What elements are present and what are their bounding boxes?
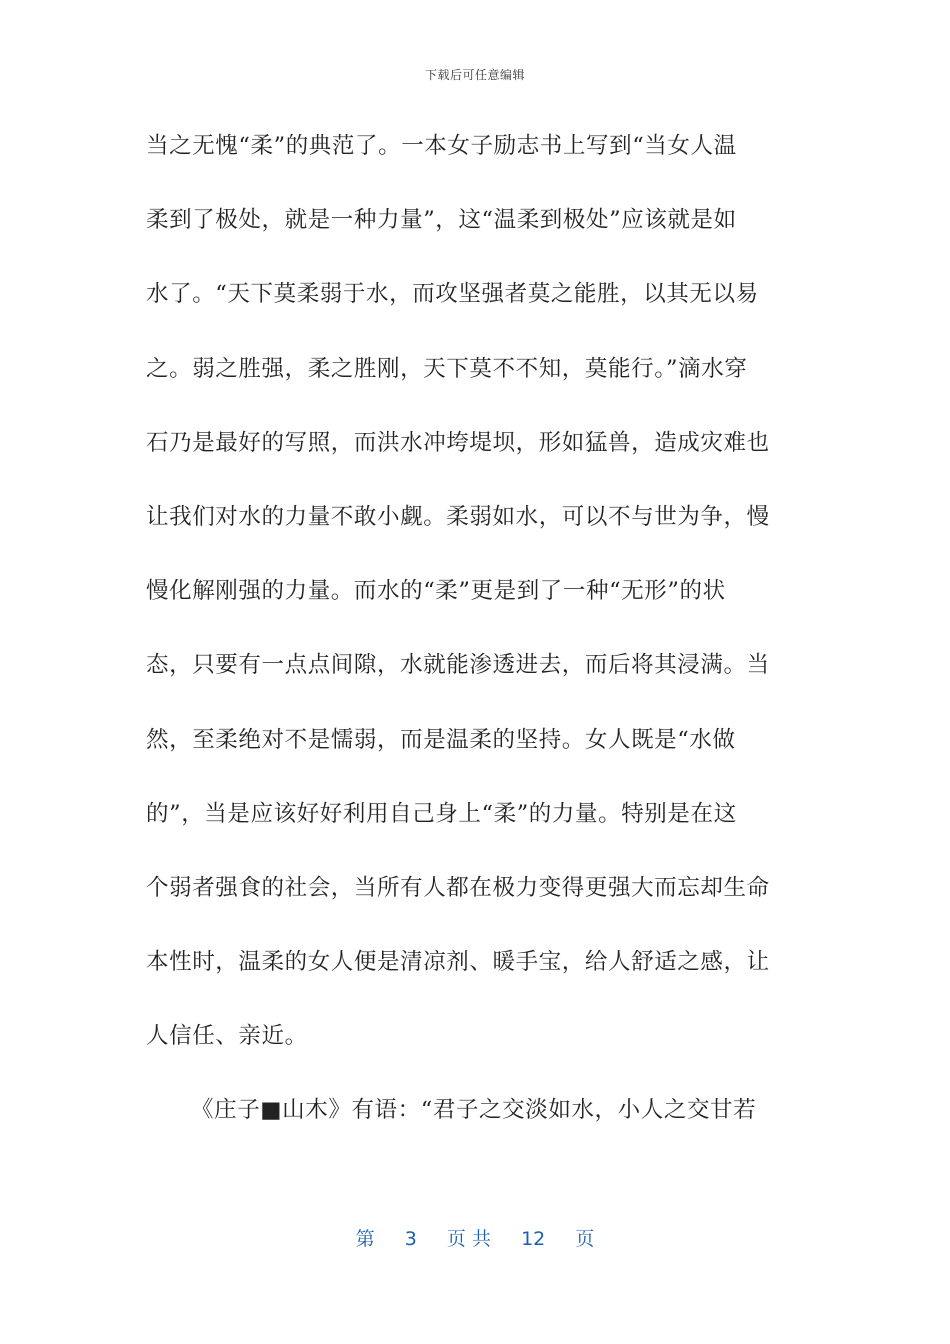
page-footer	[0, 1224, 950, 1251]
text-line: 石乃是最好的写照，而洪水冲垮堤坝，形如猛兽，造成灾难也	[146, 429, 770, 456]
text-line: 水了。“天下莫柔弱于水，而攻坚强者莫之能胜，以其无以易	[146, 281, 759, 308]
text-line: 人信任、亲近。	[146, 1023, 308, 1050]
text-line: 让我们对水的力量不敢小觑。柔弱如水，可以不与世为争，慢	[146, 503, 770, 530]
footer-middle: 页 共	[446, 1228, 491, 1250]
footer-current-page: 3	[404, 1228, 417, 1250]
text-line: 当之无愧“柔”的典范了。一本女子励志书上写到“当女人温	[146, 133, 737, 159]
text-line-indented: 《庄子■山木》有语：“君子之交淡如水，小人之交甘若	[191, 1097, 757, 1124]
body-text	[146, 126, 806, 1165]
text-line: 的”，当是应该好好利用自己身上“柔”的力量。特别是在这	[146, 800, 737, 827]
text-line: 慢化解刚强的力量。而水的“柔”更是到了一种“无形”的状	[146, 578, 726, 605]
footer-prefix: 第	[355, 1228, 375, 1250]
text-line: 然，至柔绝对不是懦弱，而是温柔的坚持。女人既是“水做	[146, 726, 736, 753]
footer-total-pages: 12	[521, 1228, 546, 1250]
text-line: 本性时，温柔的女人便是清凉剂、暖手宝，给人舒适之感，让	[146, 949, 770, 976]
text-line: 之。弱之胜强，柔之胜刚，天下莫不不知，莫能行。”滴水穿	[146, 355, 748, 382]
text-line: 个弱者强食的社会，当所有人都在极力变得更强大而忘却生命	[146, 874, 770, 901]
page-header: 下载后可任意编辑	[424, 68, 525, 82]
footer-suffix: 页	[575, 1228, 595, 1250]
text-line: 柔到了极处，就是一种力量”，这“温柔到极处”应该就是如	[146, 207, 737, 234]
text-line: 态，只要有一点点间隙，水就能渗透进去，而后将其浸满。当	[146, 652, 770, 679]
